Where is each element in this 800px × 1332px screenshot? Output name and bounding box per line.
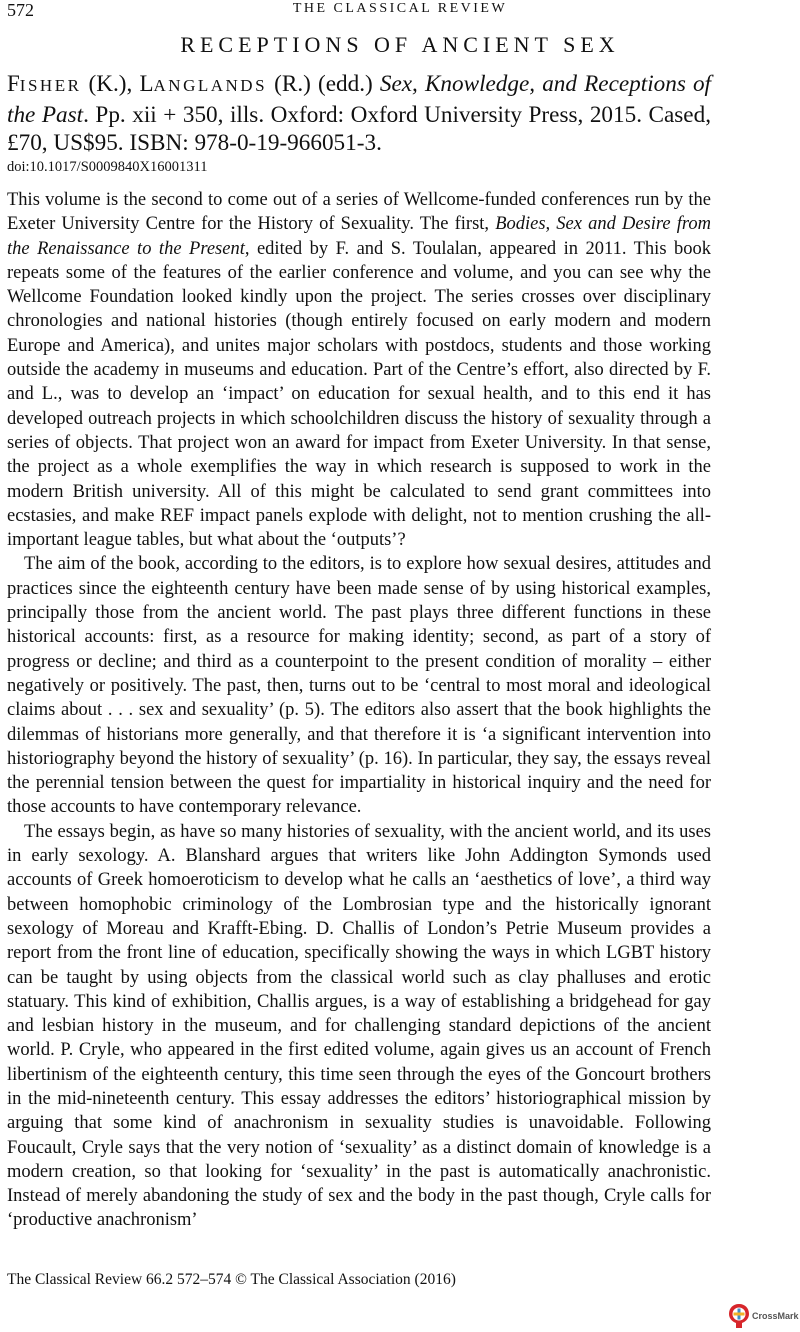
page-number: 572 [7,0,34,20]
copyright-footer: The Classical Review 66.2 572–574 © The Classical Association (2016) [7,1271,456,1288]
paragraph-1-start: This volume is the second to come out of a series of Wellcome-funded conferences run by the Exeter University Centre for the History of Sexuality. The first, [7,190,711,235]
paragraph-1-end: , edited by F. and S. Toulalan, appeared in 2011. This book repeats some of the features of the earlier conference and volume, and you can see why the Wellcome Foundation looked kindly upon the project. The series crosses over disciplinary chronologies and national histories (though entirely focused on early modern and modern Europe and America), and unites major scholars with postdocs, students and those working outside the academy in museums and education. Part of the Centre’s effort, also directed by F. and L., was to develop an ‘impact’ on education for sexual health, and to this end it has developed outreach projects in which schoolchildren discuss the history of sexuality through a series of objects. That project won an award for impact from Exeter University. In that sense, the project as a whole exemplifies the way in which research is supposed to work in the modern British university. All of this might be calculated to send grant committees into ecstasies, and make REF impact panels explode with delight, not to mention crushing the all-important league tables, but what about the ‘outputs’? [7,238,712,551]
crossmark-label: CrossMark [752,1311,799,1321]
paragraph-2: The aim of the book, according to the editors, is to explore how sexual desires, attitudes and practices since the eighteenth century have been made sense of by using historical examples, principally those from the ancient world. The past plays three different functions in these historical accounts: first, as a resource for making identity; second, as part of a story of progress or decline; and third as a counterpoint to the present condition of morality – either negatively or positively. The past, then, turns out to be ‘central to most moral and ideological claims about . . . sex and sexuality’ (p. 5). The editors also assert that the book highlights the dilemmas of historians more generally, and that therefore it is ‘a significant intervention into historiography beyond the history of sexuality’ (p. 16). In particular, they say, the essays reveal the perennial tension between the quest for impartiality in historical inquiry and the need for those accounts to have contemporary relevance. [7,554,711,818]
running-head: THE CLASSICAL REVIEW [292,1,508,16]
editor2-surname: ANGLANDS [153,76,268,95]
book-title: Sex, Knowledge, and Receptions of the Past [7,71,712,128]
crossmark-badge[interactable] [728,1303,799,1329]
book-details: . Pp. xii + 350, ills. Oxford: Oxford University Press, 2015. Cased, £70, US$95. ISBN: 978-0-19-966051-3. [7,101,711,157]
section-title: RECEPTIONS OF ANCIENT SEX [180,32,620,57]
paragraph-1 [7,188,711,552]
editor1-surname: ISHER [19,76,82,95]
earlier-volume-title: Bodies, Sex and Desire from the Renaissance to the Present [7,214,712,259]
paragraph-3: The essays begin, as have so many histories of sexuality, with the ancient world, and its uses in early sexology. A. Blanshard argues that writers like John Addington Symonds used accounts of Greek homoeroticism to develop what he calls an ‘aesthetics of love’, a third way between homophobic criminology of the Lombrosian type and the historically ignorant sexology of Moreau and Krafft-Ebing. D. Challis of London’s Petrie Museum provides a report from the front line of education, specifically showing the ways in which LGBT history can be taught by using objects from the classical world such as clay phalluses and erotic statuary. This kind of exhibition, Challis argues, is a way of establishing a bridgehead for gay and lesbian history in the museum, and for challenging standard depictions of the ancient world. P. Cryle, who appeared in the first edited volume, again gives us an account of French libertinism of the eighteenth century, this time seen through the eyes of the Goncourt brothers in the mid-nineteenth century. This essay addresses the editors’ historiographical mission by arguing that some kind of anachronism in sexuality studies is unavoidable. Following Foucault, Cryle says that the very notion of ‘sexuality’ as a distinct domain of knowledge is a modern creation, so that looking for ‘sexuality’ in the past is automatically anachronistic. Instead of merely abandoning the study of sex and the body in the past though, Cryle calls for ‘productive anachronism’ [7,821,711,1231]
editor1-initial: F [7,71,20,96]
review-body [7,188,711,1233]
editor2-initial: L [139,71,154,96]
book-citation [7,70,711,158]
crossmark-icon [728,1303,750,1329]
editor2-initials: (R.) [274,71,311,97]
editor1-initials: (K.), [88,71,133,97]
edd-label: (edd.) [318,71,373,97]
doi-link[interactable]: doi:10.1017/S0009840X16001311 [7,159,208,175]
